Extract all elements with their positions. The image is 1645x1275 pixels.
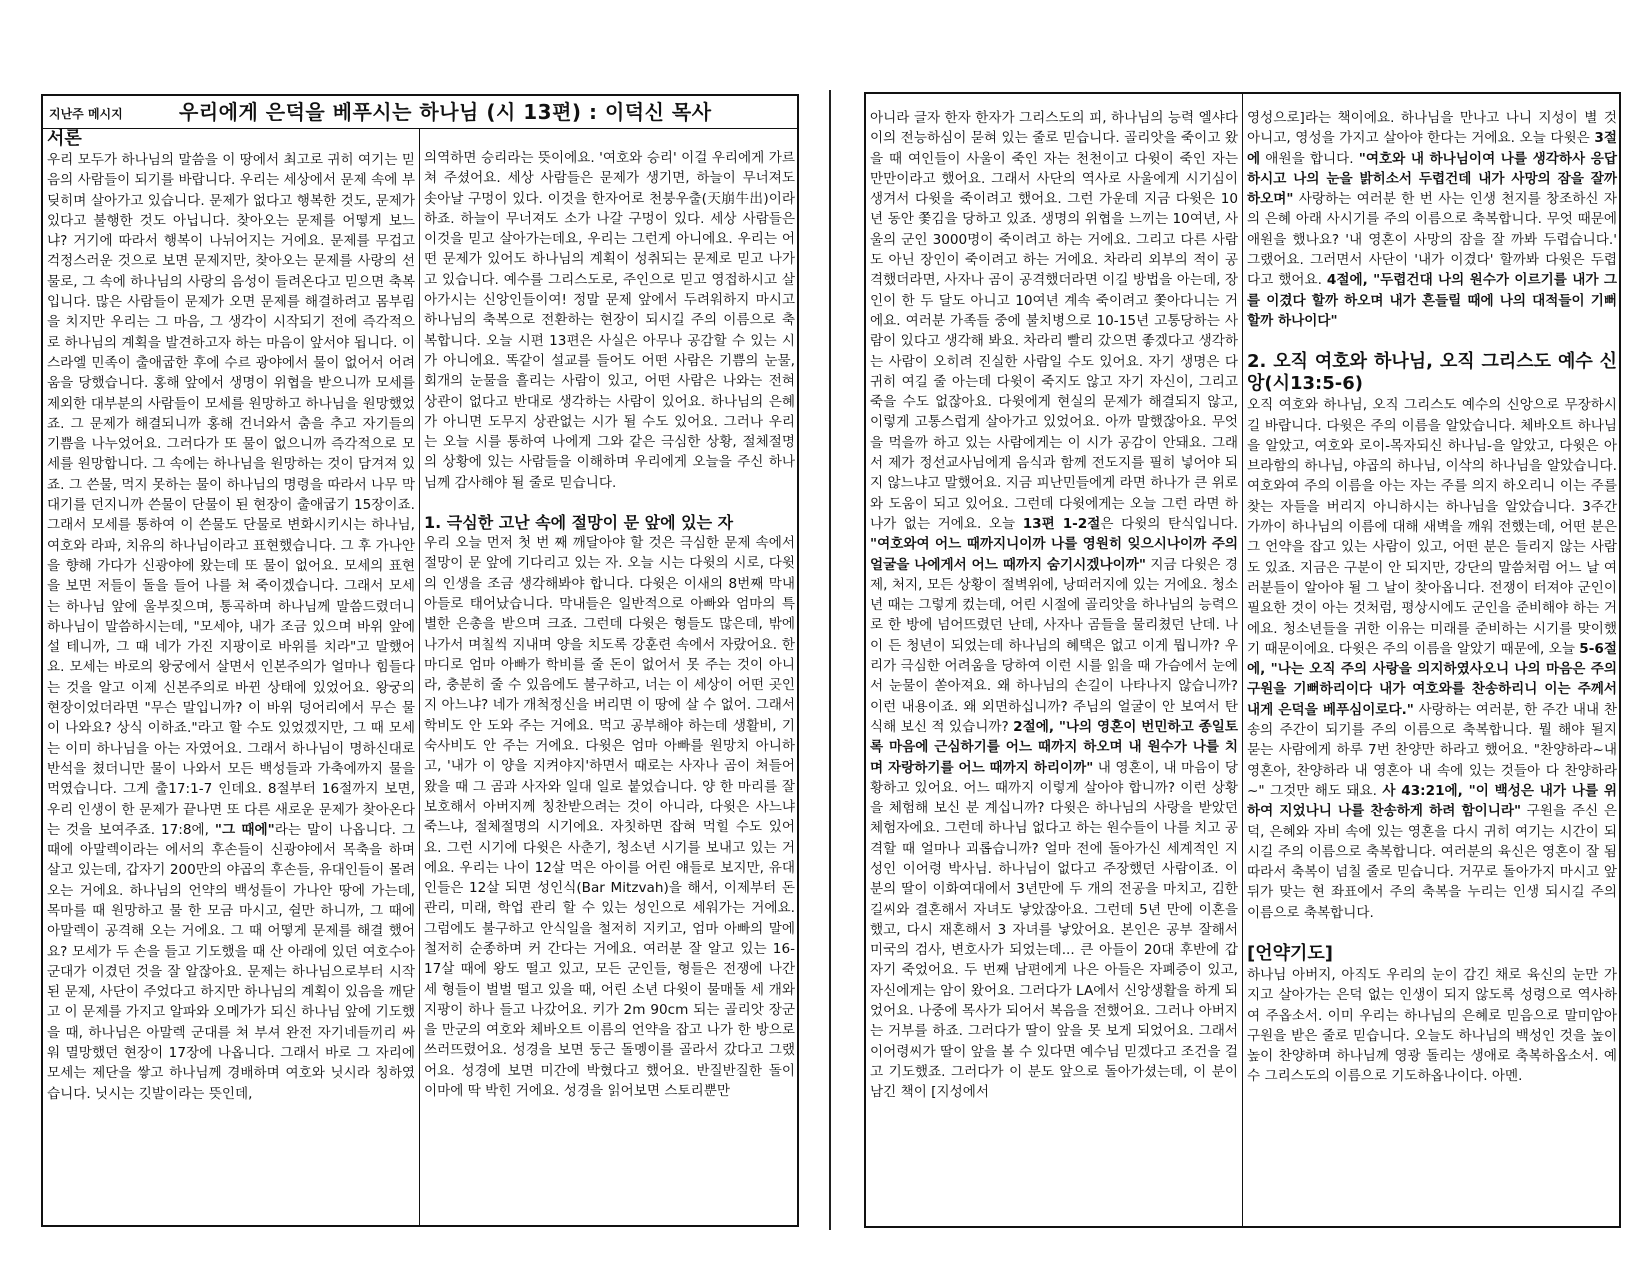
page-fold-line bbox=[829, 90, 831, 1230]
page-right bbox=[864, 92, 1621, 1228]
paragraph: 오직 여호와 하나님, 오직 그리스도 예수의 신앙으로 무장하시길 바랍니다. 다윗은 주의 이름을 알았습니다. 체바오트 하나님을 알았고, 여호와 로이-목자되신 하나님-을 알았고, 다윗은 아브라함의 하나님, 야곱의 하나님, 이삭의 하나님을 알았습니다. 여호와여 주의 이름을 아는 자는 주를 의지 하오리니 이는 주를 찾는 자들을 버리지 아니하시는 하나님을 알았습니다. 3주간 가까이 하나님의 이름에 대해 새벽을 깨워 전했는데, 어떤 분은 그 언약을 잡고 있는 사람이 있고, 어떤 분은 들리지 않는 사람도 있죠. 지금은 구분이 안 되지만, 강단의 말씀처럼 어느 날 여러분들이 알아야 될 그 날이 찾아옵니다. 전쟁이 터져야 군인이 필요한 것이 아는 것처럼, 평상시에도 군인을 준비해야 하는 거에요. 청소년들을 귀한 이유는 미래를 준비하는 시기를 맞이했기 때문이에요. 다윗은 주의 이름을 알았기 때문에, 오늘 5-6절에, "나는 오직 주의 사랑을 의지하였사오니 나의 마음은 주의 구원을 기뻐하리이다 내가 여호와를 찬송하리니 이는 주께서 내게 은덕을 베푸심이로다." 사랑하는 여러분, 한 주간 내내 찬송의 주간이 되기를 주의 이름으로 축복합니다. 뭘 해야 될지 묻는 사람에게 하루 7번 찬양만 하라고 했어요. "찬양하라~내 영혼아, 찬양하라 내 영혼아 내 속에 있는 것들아 다 찬양하라~" 그것만 해도 돼요. 사 43:21에, "이 백성은 내가 나를 위하여 지었나니 나를 찬송하게 하려 함이니라" 구원을 주신 은덕, 은혜와 자비 속에 있는 영혼을 다시 귀히 여기는 시간이 되시길 주의 이름으로 축복합니다. 여러분의 육신은 영혼이 잘 됨 따라서 축복이 넘칠 줄로 믿습니다. 거꾸로 돌아가지 마시고 앞뒤가 맞는 현 좌표에서 주의 축복을 누리는 인생 되시길 주의 이름으로 축복합니다. bbox=[1247, 397, 1617, 921]
section-heading-intro: 서론 bbox=[47, 128, 82, 149]
bold-quote: 2절에, "나의 영혼이 번민하고 종일토록 마음에 근심하기를 어느 때까지 하오며 내 원수가 나를 치며 자랑하기를 어느 때까지 하리이까" bbox=[870, 718, 1238, 776]
paragraph: 우리 오늘 먼저 첫 번 째 깨달아야 할 것은 극심한 문제 속에서 절망이 문 앞에 기다리고 있는 자. 오늘 시는 다윗의 시로, 다윗의 인생을 조금 생각해봐야 합니다. 다윗은 이새의 8번째 막내아들로 태어났습니다. 막내들은 일반적으로 아빠와 엄마의 특별한 은총을 받으며 크죠. 그런데 다윗은 형들도 많은데, 밖에 나가서 며칠씩 지내며 양을 치도록 강훈련 속에서 자랐어요. 한마디로 엄마 아빠가 학비를 줄 돈이 없어서 못 주는 것이 아니라, 충분히 줄 수 있음에도 불구하고, 너는 이 세상이 어떤 곳인지 아느냐? 네가 개척정신을 버리면 이 땅에 살 수 없어. 그래서 학비도 안 도와 주는 거에요. 먹고 공부해야 하는데 생활비, 기숙사비도 안 주는 거에요. 다윗은 엄마 아빠를 원망치 아니하고, '내가 이 양을 지켜야지'하면서 때로는 사자나 곰이 쳐들어 왔을 때 그 곰과 사자와 일대 일로 붙었습니다. 양 한 마리를 잘 보호해서 아버지께 칭찬받으려는 것이 아니라, 다윗은 사느냐 죽느냐, 절체절명의 시기에요. 자칫하면 잡혀 먹힐 수도 있어요. 그런 시기에 다윗은 사춘기, 청소년 시기를 보내고 있는 거에요. 우리는 나이 12살 먹은 아이를 어린 얘들로 보지만, 유대인들은 12살 되면 성인식(Bar Mitzvah)을 해서, 이제부터 돈 관리, 미래, 학업 관리 할 수 있는 성인으로 세워가는 거에요. 그럼에도 불구하고 안식일을 철저히 지키고, 엄마 아빠의 말에 철저히 순종하며 커 간다는 거에요. 여러분 잘 알고 있는 16-17살 때에 왕도 떨고 있고, 모든 군인들, 형들은 전쟁에 나간 세 형들이 벌벌 떨고 있을 때, 어린 소년 다윗이 물매돌 세 개와 지팡이 하나 들고 나갔어요. 키가 2m 90cm 되는 골리앗 장군을 만군의 여호와 체바오트 이름의 언약을 잡고 나가 한 방으로 쓰러뜨렸어요. 성경을 보면 둥근 돌멩이를 골라서 갔다고 그랬어요. 성경에 보면 미간에 박혔다고 했어요. 반질반질한 돌이 이마에 딱 박힌 거에요. 성경을 읽어보면 스토리뿐만 bbox=[424, 535, 795, 1100]
paragraph: 의역하면 승리라는 뜻이에요. '여호와 승리' 이걸 우리에게 가르쳐 주셨어요. 세상 사람들은 문제가 생기면, 하늘이 무너져도 솟아날 구멍이 있다. 이것을 한자어로 천붕우출(天崩牛出)이라 하죠. 하늘이 무너져도 소가 나갈 구멍이 있다. 세상 사람들은 이것을 믿고 살아가는데요, 우리는 그런게 아니에요. 우리는 어떤 문제가 있어도 하나님의 계획이 성취되는 문제로 믿고 나가고 있습니다. 예수를 그리스도로, 주인으로 믿고 영접하시고 살아가시는 신앙인들이여! 정말 문제 앞에서 두려워하지 마시고 하나님의 축복으로 전환하는 현장이 되시길 주의 이름으로 축복합니다. 오늘 시편 13편은 사실은 아무나 공감할 수 있는 시가 아니에요. 똑같이 설교를 들어도 어떤 사람은 기쁨의 눈물, 회개의 눈물을 흘리는 사람이 있고, 어떤 사람은 나와는 전혀 상관이 없다고 반대로 생각하는 사람이 있어요. 하나님의 은혜가 아니면 도무지 상관없는 시가 될 수도 있어요. 그러나 우리는 오늘 시를 통하여 나에게 그와 같은 극심한 상황, 절체절명의 상황에 있는 사람들을 이해하며 우리에게 오늘을 주신 하나님께 감사해야 될 줄로 믿습니다. bbox=[424, 150, 795, 491]
paragraph: 우리 모두가 하나님의 말씀을 이 땅에서 최고로 귀히 여기는 믿음의 사람들이 되기를 바랍니다. 우리는 세상에서 문제 속에 부딪히며 살아가고 있습니다. 문제가 없다고 행복한 것도, 문제가 있다고 불행한 것도 아닙니다. 찾아오는 문제를 어떻게 보느냐? 거기에 따라서 행복이 나뉘어지는 거에요. 문제를 무겁고 걱정스러운 것으로 보면 문제지만, 찾아오는 문제를 사랑의 선물로, 그 속에 하나님의 사랑의 음성이 들려온다고 믿으면 축복입니다. 많은 사람들이 문제가 오면 문제를 해결하려고 몸부림을 치지만 우리는 그 마음, 그 생각이 시작되기 전에 즉각적으로 하나님의 계획을 발견하고자 하는 마음이 앞서야 됩니다. 이스라엘 민족이 출애굽한 후에 수르 광야에서 물이 없어서 어려움을 당했습니다. 홍해 앞에서 생명이 위협을 받으니까 모세를 제외한 대부분의 사람들이 모세를 원망하고 하나님을 원망했었죠. 그 문제가 해결되니까 홍해 건너와서 춤을 추고 자기들의 기쁨을 나누었어요. 그러다가 또 물이 없으니까 즉각적으로 모세를 원망합니다. 그 속에는 하나님을 원망하는 것이 담겨져 있죠. 그 쓴물, 먹지 못하는 물이 하나님의 명령을 따라서 나무 막대기를 던지니까 쓴물이 단물이 된 현장이 출애굽기 15장이죠. 그래서 모세를 통하여 이 쓴물도 단물로 변화시키시는 하나님, 여호와 라파, 치유의 하나님이라고 표현했습니다. 그 후 가나안을 향해 가다가 신광야에 왔는데 또 물이 없어요. 모세의 표현을 보면 저들이 돌을 들어 나를 쳐 죽이겠습니다. 그래서 모세는 하나님 앞에 울부짖으며, 통곡하며 하나님께 말씀드렸더니 하나님이 말씀하시는데, "모세야, 내가 조금 있으며 바위 앞에 설 테니까, 그 때 네가 가진 지팡이로 바위를 치라"고 말했어요. 모세는 바로의 왕궁에서 살면서 인본주의가 얼마나 힘들다는 것을 알고 이제 신본주의로 바뀐 상태에 있었어요. 왕궁의 현장이었더라면 "무슨 말입니까? 이 바위 덩어리에서 무슨 물이 나와요? 상식 이하죠."라고 할 수도 있었겠지만, 그 때 모세는 이미 하나님을 아는 자였어요. 그래서 하나님이 명하신대로 반석을 쳤더니만 물이 나와서 모든 백성들과 가축에까지 물을 먹였습니다. 그게 출17:1-7 인데요. 8절부터 16절까지 보면, 우리 인생이 한 문제가 끝나면 또 다른 새로운 문제가 찾아온다는 것을 보여주죠. 17:8에, "그 때에"라는 말이 나옵니다. 그 때에 아말렉이라는 에서의 후손들이 신광야에서 목축을 하며 살고 있는데, 갑자기 200만의 야곱의 후손들, 유대인들이 몰려오는 거에요. 하나님의 언약의 백성들이 가나안 땅에 가는데, 목마를 때 원망하고 물 한 모금 마시고, 쉴만 하니까, 그 때에 아말렉이 공격해 오는 거에요. 그 때 어떻게 문제를 해결 했어요? 모세가 두 손을 들고 기도했을 때 산 아래에 있던 여호수아 군대가 이겼던 것을 잘 알잖아요. 문제는 하나님으로부터 시작된 문제, 사단이 주었다고 하지만 하나님의 계획이 있음을 깨닫고 이 문제를 가지고 알파와 오메가가 되신 하나님 앞에 기도했을 때, 하나님은 아말렉 군대를 쳐 부셔 완전 자기네들끼리 싸워 멸망했던 현장이 17장에 나옵니다. 그래서 바로 그 자리에 모세는 제단을 쌓고 하나님께 경배하며 여호와 닛시라 칭하였습니다. 닛시는 깃발이라는 뜻인데, bbox=[47, 152, 416, 1102]
paragraph: 아니라 글자 한자 한자가 그리스도의 피, 하나님의 능력 엘샤다이의 전능하심이 묻혀 있는 줄로 믿습니다. 골리앗을 죽이고 왔을 때 여인들이 사울이 죽인 자는 천천이고 다윗이 죽인 자는 만만이라고 했어요. 그래서 사단의 역사로 사울에게 시기심이 생겨서 다윗을 죽이려고 했어요. 그런 가운데 지금 다윗은 10년 동안 쫓김을 당하고 있죠. 생명의 위협을 느끼는 10여년, 사울의 군인 3000명이 죽이려고 하는 거에요. 그리고 다른 사람도 아닌 장인이 죽이려고 하는 거에요. 차라리 외부의 적이 공격했더라면, 사자나 곰이 공격했더라면 이길 방법을 아는데, 장인이 한 두 달도 아니고 10여년 계속 죽이려고 쫓아다니는 거에요. 여러분 가족들 중에 불치병으로 10-15년 고통당하는 사람이 있다고 생각해 봐요. 차라리 빨리 갔으면 좋겠다고 생각하는 사람이 오히려 진실한 사람일 수도 있어요. 자기 생명은 다 귀히 여길 줄 아는데 다윗이 죽지도 않고 자기 자신이, 그리고 죽을 수도 없잖아요. 다윗에게 현실의 문제가 해결되지 않고, 이렇게 고통스럽게 살아가고 있었어요. 아까 말했잖아요. 무엇을 먹을까 하고 있는 사람에게는 이 시가 공감이 안돼요. 그래서 제가 정선교사님에게 음식과 함께 전도지를 필히 넣어야 되지 않느냐고 말했어요. 지금 피난민들에게 라면 하나가 큰 위로와 도움이 되고 있어요. 그런데 다윗에게는 오늘 그런 라면 하나가 없는 거에요. 오늘 13편 1-2절은 다윗의 탄식입니다. "여호와여 어느 때까지니이까 나를 영원히 잊으시나이까 주의 얼굴을 나에게서 어느 때까지 숨기시겠나이까" 지금 다윗은 경제, 처지, 모든 상황이 절벽위에, 낭떠러지에 있는 거에요. 청소년 때는 그렇게 컸는데, 어린 시절에 골리앗을 하나님의 능력으로 한 방에 넘어뜨렸던 난데, 사자나 곰들을 물리쳤던 난데. 나이 든 청년이 되었는데 하나님의 혜택은 없고 이게 뭡니까? 우리가 극심한 어려움을 당하여 이런 시를 읽을 때 가슴에서 눈에서 눈물이 쏟아져요. 왜 하나님의 손길이 나타나지 않습니까? 이런 내용이죠. 왜 외면하십니까? 주님의 얼굴이 안 보여서 탄식해 보신 적 있습니까? 2절에, "나의 영혼이 번민하고 종일토록 마음에 근심하기를 어느 때까지 하오며 내 원수가 나를 치며 자랑하기를 어느 때까지 하리이까" 내 영혼이, 내 마음이 당황하고 있어요. 어느 때까지 이렇게 살아야 합니까? 이런 상황을 체험해 보신 분 계십니까? 다윗은 하나님의 사랑을 받았던 체험자에요. 그런데 하나님 없다고 하는 원수들이 나를 치고 공격할 때 얼마나 괴롭습니까? 얼마 전에 돌아가신 세계적인 지성인 이어령 박사님. 하나님이 없다고 주장했던 사람이죠. 이 분의 딸이 이화여대에서 3년만에 두 개의 전공을 마치고, 김한길씨와 결혼해서 자녀도 낳았잖아요. 그런데 5년 만에 이혼을 했고, 다시 재혼해서 3 자녀를 낳았어요. 본인은 공부 잘해서 미국의 검사, 변호사가 되었는데... 큰 아들이 20대 후반에 갑자기 죽었어요. 두 번째 남편에게 나은 아들은 자폐증이 있고, 자신에게는 암이 왔어요. 그러다가 LA에서 신앙생활을 하게 되었어요. 나중에 목사가 되어서 복음을 전했어요. 그러나 아버지는 거부를 하죠. 그러다가 딸이 앞을 못 보게 되었어요. 그래서 이어령씨가 딸이 앞을 볼 수 있다면 예수님 믿겠다고 조건을 걸고 기도했죠. 그러다가 이 분도 앞으로 돌아가셨는데, 이 분이 남긴 책이 [지성에서 bbox=[870, 110, 1238, 1101]
prayer-heading: [언약기도] bbox=[1247, 942, 1334, 964]
bold-quote: 5-6절에, "나는 오직 주의 사랑을 의지하였사오니 나의 마음은 주의 구원을 기뻐하리이다 내가 여호와를 찬송하리니 이는 주께서 내게 은덕을 베푸심이로다." bbox=[1247, 640, 1617, 718]
bold-quote: 사 43:21에, "이 백성은 내가 나를 위하여 지었나니 나를 찬송하게 하려 함이니라" bbox=[1247, 782, 1617, 820]
left-column-2 bbox=[420, 128, 799, 1225]
bold-quote: "여호와 내 하나님이여 나를 생각하사 응답하시고 나의 눈을 밝히소서 두렵건데 내가 사망의 잠을 잘까 하오며" bbox=[1247, 150, 1617, 208]
page-left bbox=[41, 94, 799, 1227]
section-heading-1: 1. 극심한 고난 속에 절망이 문 앞에 있는 자 bbox=[424, 513, 734, 533]
sermon-title: 우리에게 은덕을 베푸시는 하나님 (시 13편) : 이덕신 목사 bbox=[179, 100, 712, 124]
bold-quote: 4절에, "두렵건대 나의 원수가 이르기를 내가 그를 이겼다 할까 하오며 내가 흔들릴 때에 나의 대적들이 기뻐할까 하나이다" bbox=[1247, 272, 1618, 329]
bold-quote: "그 때에" bbox=[214, 821, 275, 838]
paragraph: 영성으로]라는 책이에요. 하나님을 만나고 나니 지성이 별 것 아니고, 영성을 가지고 살아야 한다는 거에요. 오늘 다윗은 3절에 애원을 합니다. "여호와 내 하나님이여 나를 생각하사 응답하시고 나의 눈을 밝히소서 두렵건데 내가 사망의 잠을 잘까 하오며" 사랑하는 여러분 한 번 사는 인생 천지를 창조하신 자의 은혜 아래 사시기를 주의 이름으로 축복합니다. 무엇 때문에 애원을 했나요? '내 영혼이 사망의 잠을 잘 까봐 두렵습니다.' 그랬어요. 그러면서 사단이 '내가 이겼다' 할까봐 다윗은 두렵다고 했어요. 4절에, "두렵건대 나의 원수가 이르기를 내가 그를 이겼다 할까 하오며 내가 흔들릴 때에 나의 대적들이 기뻐할까 하나이다" bbox=[1247, 110, 1618, 329]
bold-verse-ref: 3절에 bbox=[1247, 130, 1617, 167]
right-column-1 bbox=[866, 108, 1242, 1226]
page-header bbox=[43, 96, 797, 129]
left-column-1 bbox=[43, 128, 419, 1225]
bold-verse-ref: 13편 1-2절 bbox=[1022, 515, 1101, 532]
right-column-2 bbox=[1243, 108, 1621, 1226]
section-heading-2: 2. 오직 여호와 하나님, 오직 그리스도 예수 신앙(시13:5-6) bbox=[1247, 351, 1617, 395]
header-label: 지난주 메시지 bbox=[49, 107, 123, 121]
prayer-paragraph: 하나님 아버지, 아직도 우리의 눈이 감긴 채로 육신의 눈만 가지고 살아가는 은덕 없는 인생이 되지 않도록 성령으로 역사하여 주옵소서. 이미 우리는 하나님의 은혜로 믿음으로 말미암아 구원을 받은 줄로 믿습니다. 오늘도 하나님의 백성인 것을 높이 높이 찬양하며 하나님께 영광 돌리는 생애로 축복하옵소서. 예수 그리스도의 이름으로 기도하옵나이다. 아멘. bbox=[1247, 966, 1617, 1085]
bold-quote: "여호와여 어느 때까지니이까 나를 영원히 잊으시나이까 주의 얼굴을 나에게서 어느 때까지 숨기시겠나이까" bbox=[870, 536, 1238, 573]
